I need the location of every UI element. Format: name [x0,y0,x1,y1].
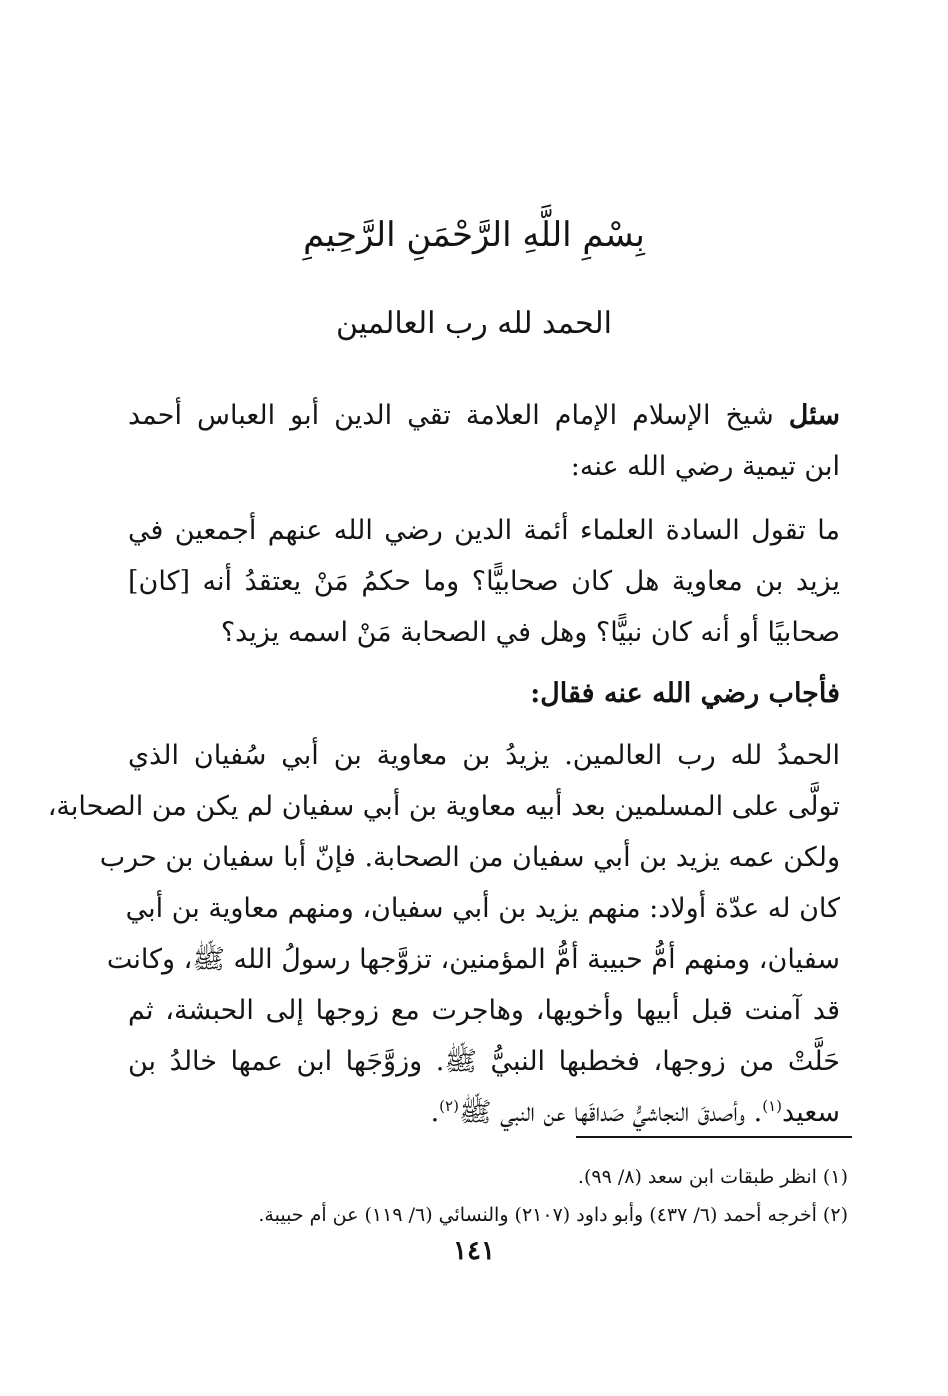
basmala-ornament [240,205,708,265]
footnote-divider [576,1136,852,1138]
answer-intro-paragraph [128,668,840,719]
question-line: يزيد بن معاوية هل كان صحابيًّا؟ وما حكمُ مَنْ يعتقدُ أنه [كان] [128,566,840,597]
answer-line: قد آمنت قبل أبيها وأخويها، وهاجرت مع زوجها إلى الحبشة، ثم [128,995,840,1026]
footnote-ref-1[interactable]: (١) [762,1097,783,1115]
answer-line: حَلَّتْ من زوجها، فخطبها النبيُّ ﷺ. وزوَّجَها ابن عمها خالدُ بن [128,1046,840,1077]
question-paragraph [128,505,840,658]
question-line: ما تقول السادة العلماء أئمة الدين رضي الله عنهم أجمعين في [128,515,840,546]
intro-line: ابن تيمية رضي الله عنه: [570,451,840,482]
question-line: صحابيًا أو أنه كان نبيًّا؟ وهل في الصحابة مَنْ اسمه يزيد؟ [220,617,840,648]
intro-line [128,390,840,441]
answer-last-text: . [430,1097,440,1128]
page-number: ١٤١ [453,1236,495,1266]
intro-lead-word: سئل [788,400,840,431]
intro-paragraph [128,390,840,492]
intro-line-rest: شيخ الإسلام الإمام العلامة تقي الدين أبو العباس أحمد [128,400,789,431]
page-heading: الحمد لله رب العالمين [336,306,612,341]
answer-intro: فأجاب رضي الله عنه فقال: [530,678,840,709]
answer-last-text: سعيد [782,1097,840,1128]
answer-line: ولكن عمه يزيد بن أبي سفيان من الصحابة. فإنّ أبا سفيان بن حرب [99,842,840,873]
answer-line: سفيان، ومنهم أمُّ حبيبة أمُّ المؤمنين، تزوَّجها رسولُ الله ﷺ، وكانت [106,944,840,975]
footnote-1: (١) انظر طبقات ابن سعد (٨/ ٩٩). [577,1166,848,1188]
answer-line: كان له عدّة أولاد: منهم يزيد بن أبي سفيان، ومنهم معاوية بن أبي [125,893,840,924]
answer-paragraph [47,730,840,1138]
answer-last-text: . وأصدقَ النجاشيُّ صَداقَها عن النبي ﷺ [458,1097,763,1128]
footnote-2: (٢) أخرجه أحمد (٦/ ٤٣٧) وأبو داود (٢١٠٧) والنسائي (٦/ ١١٩) عن أم حبيبة. [258,1204,848,1226]
footnote-ref-2[interactable]: (٢) [439,1097,459,1115]
answer-last-line [128,1087,840,1138]
answer-line: تولَّى على المسلمين بعد أبيه معاوية بن أبي سفيان لم يكن من الصحابة، [47,791,840,822]
answer-line: الحمدُ لله رب العالمين. يزيدُ بن معاوية بن أبي سُفيان الذي [128,740,840,771]
basmala-text: بِسْمِ اللَّهِ الرَّحْمَنِ الرَّحِيمِ [303,215,645,255]
footnotes [100,1158,848,1234]
